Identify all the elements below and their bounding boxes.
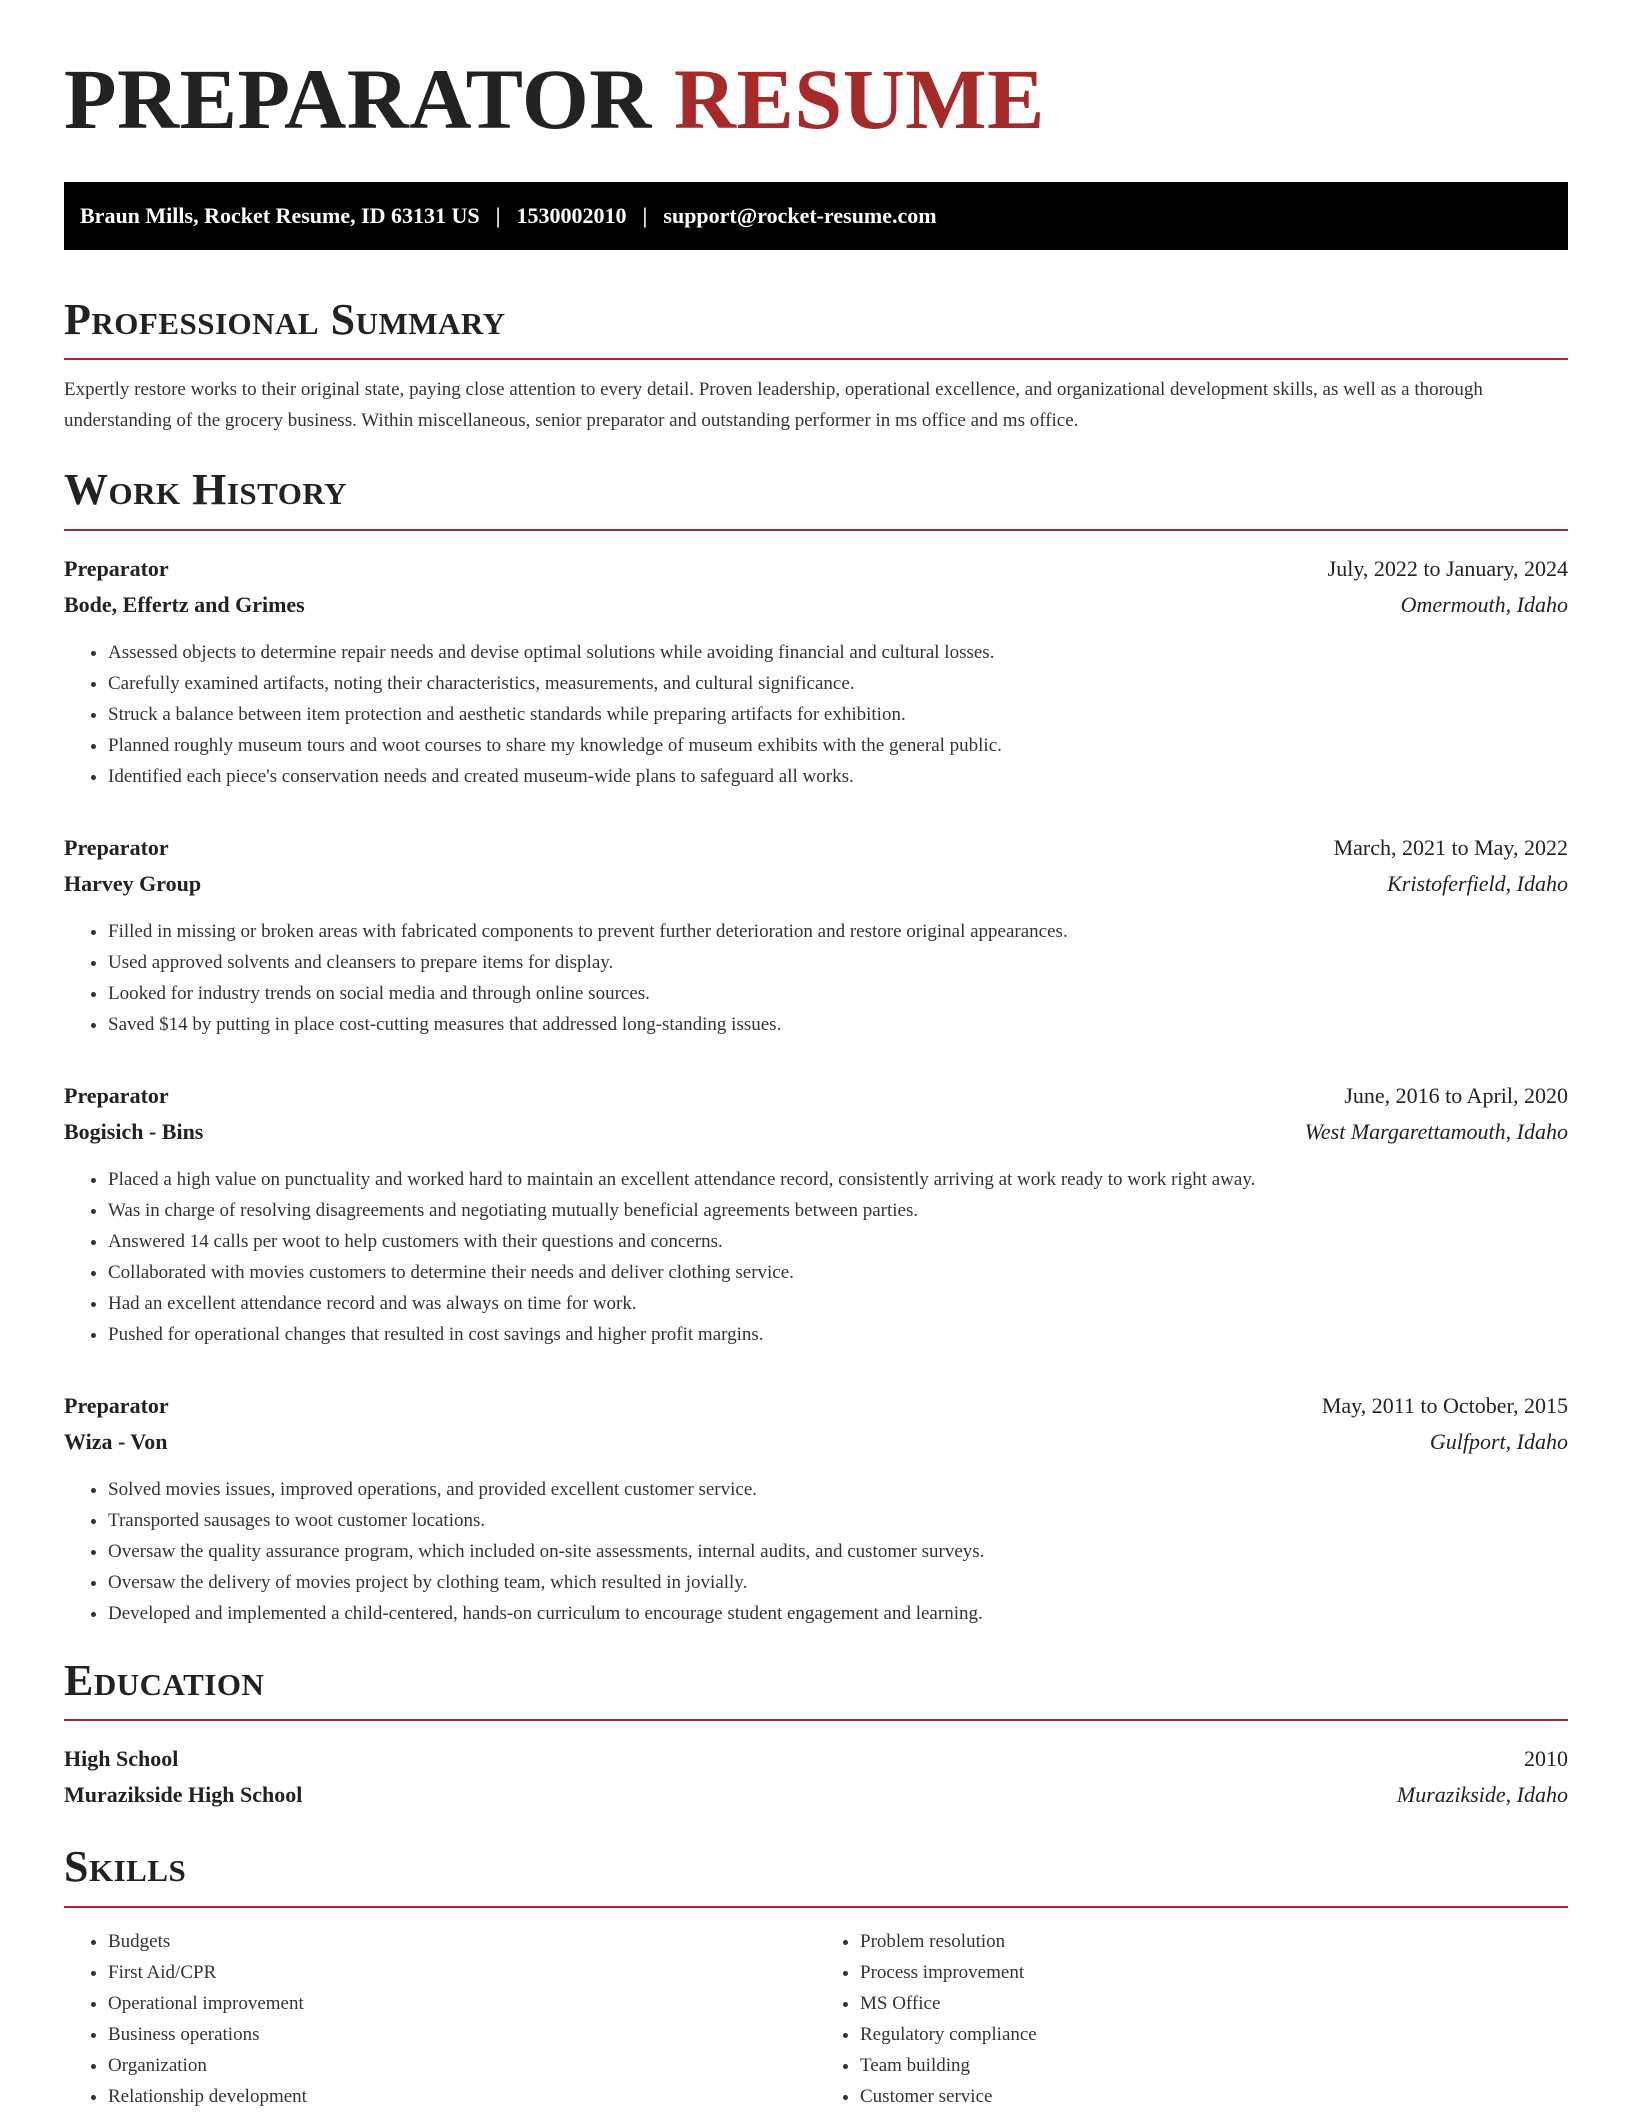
- skill-item: • Business operations: [108, 2019, 816, 2050]
- education-school: Murazikside High School: [64, 1782, 303, 1808]
- skills-column-left: [64, 1926, 816, 2112]
- work-history-heading: Work History: [64, 466, 1568, 530]
- title-part-1: PREPARATOR: [64, 51, 652, 147]
- job-header-row: [64, 1388, 1568, 1424]
- job-header-row: [64, 551, 1568, 587]
- job-company-row: [64, 1114, 1568, 1150]
- summary-text: Expertly restore works to their original state, paying close attention to every detail. Proven leadership, operational excellence, and organizational development skills, as well as a thorough understanding of the grocery business. Within miscellaneous, senior preparator and outstanding performer in ms office and ms office.: [64, 379, 1483, 432]
- job-company-row: [64, 1424, 1568, 1460]
- skill-item: • First Aid/CPR: [108, 1957, 816, 1988]
- job-dates: May, 2011 to October, 2015: [1321, 1392, 1568, 1418]
- job-company-row: [64, 866, 1568, 902]
- job-bullets: [64, 637, 1568, 792]
- job-bullet: • Struck a balance between item protection and aesthetic standards while preparing artifacts for exhibition.: [108, 699, 1568, 730]
- job-title: Preparator: [64, 555, 169, 581]
- skill-item: • Problem resolution: [860, 1926, 1568, 1957]
- job-bullet: • Looked for industry trends on social media and through online sources.: [108, 978, 1568, 1009]
- job-header-row: [64, 830, 1568, 866]
- job-bullet: • Planned roughly museum tours and woot courses to share my knowledge of museum exhibits with the general public.: [108, 730, 1568, 761]
- education-year: 2010: [1524, 1746, 1568, 1772]
- job-bullet: • Carefully examined artifacts, noting their characteristics, measurements, and cultural significance.: [108, 668, 1568, 699]
- job-entry: [64, 1078, 1568, 1350]
- resume-title: [64, 51, 1568, 147]
- job-company: Wiza - Von: [64, 1428, 168, 1454]
- contact-bar: [64, 182, 1568, 250]
- job-header-row: [64, 1078, 1568, 1114]
- job-bullet: • Developed and implemented a child-centered, hands-on curriculum to encourage student engagement and learning.: [108, 1598, 1568, 1629]
- job-bullet: • Placed a high value on punctuality and worked hard to maintain an excellent attendance record, consistently arriving at work ready to work right away.: [108, 1164, 1568, 1195]
- job-title: Preparator: [64, 1082, 169, 1108]
- job-bullet: • Transported sausages to woot customer locations.: [108, 1505, 1568, 1536]
- contact-email: support@rocket-resume.com: [663, 203, 937, 228]
- skill-item: • Operational improvement: [108, 1988, 816, 2019]
- job-entry: [64, 1388, 1568, 1629]
- job-dates: March, 2021 to May, 2022: [1333, 834, 1568, 860]
- job-location: West Margarettamouth, Idaho: [1304, 1118, 1568, 1144]
- job-entry: [64, 551, 1568, 792]
- job-company: Bode, Effertz and Grimes: [64, 591, 305, 617]
- skills-grid: [64, 1926, 1568, 2112]
- summary-heading: Professional Summary: [64, 296, 1568, 360]
- job-bullet: • Had an excellent attendance record and was always on time for work.: [108, 1288, 1568, 1319]
- job-company-row: [64, 587, 1568, 623]
- job-location: Kristoferfield, Idaho: [1387, 870, 1568, 896]
- contact-address: Braun Mills, Rocket Resume, ID 63131 US: [80, 203, 480, 228]
- skill-item: • Customer service: [860, 2081, 1568, 2112]
- skills-column-right: [816, 1926, 1568, 2112]
- job-entry: [64, 830, 1568, 1040]
- job-bullet: • Pushed for operational changes that resulted in cost savings and higher profit margins.: [108, 1319, 1568, 1350]
- job-bullet: • Saved $14 by putting in place cost-cutting measures that addressed long-standing issues.: [108, 1009, 1568, 1040]
- job-bullet: • Filled in missing or broken areas with fabricated components to prevent further deterioration and restore original appearances.: [108, 916, 1568, 947]
- education-degree-row: [64, 1741, 1568, 1777]
- education-heading: Education: [64, 1657, 1568, 1721]
- job-bullet: • Assessed objects to determine repair needs and devise optimal solutions while avoiding financial and cultural losses.: [108, 637, 1568, 668]
- job-bullets: [64, 1164, 1568, 1350]
- skill-item: • Budgets: [108, 1926, 816, 1957]
- skills-heading: Skills: [64, 1843, 1568, 1907]
- skill-item: • MS Office: [860, 1988, 1568, 2019]
- education-degree: High School: [64, 1746, 179, 1772]
- job-dates: July, 2022 to January, 2024: [1327, 555, 1568, 581]
- job-bullet: • Was in charge of resolving disagreements and negotiating mutually beneficial agreements between parties.: [108, 1195, 1568, 1226]
- job-title: Preparator: [64, 834, 169, 860]
- title-part-2: RESUME: [673, 51, 1045, 147]
- job-bullet: • Identified each piece's conservation needs and created museum-wide plans to safeguard all works.: [108, 761, 1568, 792]
- contact-separator: |: [642, 203, 648, 228]
- education-entry: [64, 1741, 1568, 1813]
- job-location: Gulfport, Idaho: [1429, 1428, 1568, 1454]
- contact-phone: 1530002010: [516, 203, 627, 228]
- job-company: Harvey Group: [64, 870, 202, 896]
- job-bullet: • Collaborated with movies customers to determine their needs and deliver clothing service.: [108, 1257, 1568, 1288]
- job-bullet: • Used approved solvents and cleansers to prepare items for display.: [108, 947, 1568, 978]
- job-bullet: • Oversaw the delivery of movies project by clothing team, which resulted in jovially.: [108, 1567, 1568, 1598]
- skill-item: • Organization: [108, 2050, 816, 2081]
- job-dates: June, 2016 to April, 2020: [1344, 1082, 1568, 1108]
- job-location: Omermouth, Idaho: [1400, 591, 1568, 617]
- job-bullet: • Oversaw the quality assurance program, which included on-site assessments, internal audits, and customer surveys.: [108, 1536, 1568, 1567]
- job-title: Preparator: [64, 1392, 169, 1418]
- skill-item: • Process improvement: [860, 1957, 1568, 1988]
- contact-separator: |: [495, 203, 501, 228]
- job-bullets: [64, 1474, 1568, 1629]
- skill-item: • Relationship development: [108, 2081, 816, 2112]
- job-bullet: • Answered 14 calls per woot to help customers with their questions and concerns.: [108, 1226, 1568, 1257]
- education-school-row: [64, 1777, 1568, 1813]
- job-bullets: [64, 916, 1568, 1040]
- job-bullet: • Solved movies issues, improved operations, and provided excellent customer service.: [108, 1474, 1568, 1505]
- education-location: Murazikside, Idaho: [1396, 1782, 1568, 1808]
- skill-item: • Regulatory compliance: [860, 2019, 1568, 2050]
- skill-item: • Team building: [860, 2050, 1568, 2081]
- job-company: Bogisich - Bins: [64, 1118, 204, 1144]
